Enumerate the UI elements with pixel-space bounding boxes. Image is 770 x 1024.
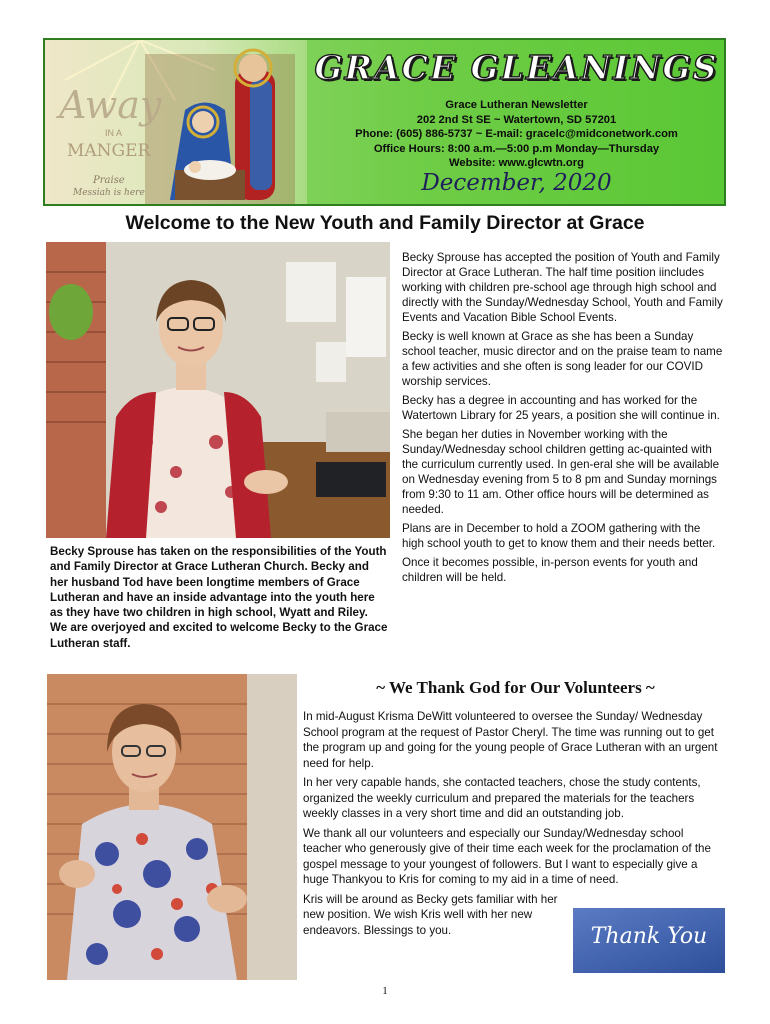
article-paragraph: She began her duties in November working with the Sunday/Wednesday school children getting ac-quainted with the curriculum currently used. In gen-eral she will be available on Wednesday evening from 5 to 8 pm and Sunday mornings from 9:30 to 11 am. Other office hours will be determined as needed. — [402, 428, 720, 516]
article-paragraph: Kris will be around as Becky gets familiar with her new position. We wish Kris well with her new endeavors. Blessings to you. — [303, 892, 558, 937]
thank-you-text: Thank You — [590, 924, 708, 949]
office-hours: Office Hours: 8:00 a.m.—5:00 p.m Monday—Thursday — [373, 142, 660, 155]
art-text-praise: Praise — [93, 175, 125, 186]
art-text-manger: MANGER — [67, 141, 151, 161]
church-website: Website: www.glcwtn.org — [449, 157, 584, 169]
church-contact: Phone: (605) 886-5737 ~ E-mail: gracelc@midconetwork.com — [355, 128, 678, 140]
art-text-messiah: Messiah is here — [73, 188, 145, 198]
article-headline: ~ We Thank God for Our Volunteers ~ — [376, 678, 655, 697]
nativity-artwork — [45, 40, 307, 204]
issue-date: December, 2020 — [421, 170, 612, 196]
article-paragraph: Plans are in December to hold a ZOOM gathering with the high school youth to get to know them and their needs better. — [402, 522, 716, 550]
article-headline: Welcome to the New Youth and Family Director at Grace — [125, 212, 645, 234]
church-address: 202 2nd St SE ~ Watertown, SD 57201 — [416, 113, 617, 126]
article-body — [402, 250, 724, 589]
article-paragraph: Becky is well known at Grace as she has been a Sunday school teacher, music director and on the praise team to name a few activities and she often is song leader for our COVID worship services. — [402, 330, 723, 388]
person-photo-icon — [47, 674, 297, 980]
article-paragraph: We thank all our volunteers and especially our Sunday/Wednesday school teacher who generously give of their time each week for the proclamation of the gospel message to your youngest of followers. But I want to especially give a huge Thankyou to Kris for coming to my aid in a time of need. — [303, 826, 711, 886]
article-paragraph: Becky has a degree in accounting and has worked for the Watertown Library for 25 years, a position she will continue in. — [402, 394, 720, 422]
person-photo-icon — [46, 242, 390, 538]
article-paragraph: Once it becomes possible, in-person events for youth and children will be held. — [402, 556, 698, 584]
page-number: 1 — [382, 985, 388, 997]
newsletter-title: GRACE GLEANINGS — [314, 48, 719, 87]
article-paragraph: In mid-August Krisma DeWitt volunteered to oversee the Sunday/ Wednesday School program at the request of Pastor Cheryl. The time was running out to get the program up and going for the young people of Grace Lutheran with an urgent need for help. — [303, 710, 718, 770]
art-text-in-a: IN A — [105, 128, 123, 138]
thank-you-card — [573, 908, 725, 973]
art-text-away: Away — [59, 83, 162, 127]
newsletter-info — [307, 98, 726, 171]
masthead-banner — [43, 38, 726, 206]
newsletter-subtitle: Grace Lutheran Newsletter — [445, 99, 588, 111]
article-paragraph: In her very capable hands, she contacted teachers, chose the study contents, organized the weekly curriculum and prepared the materials for the teachers weekly classes in a very short time and did an outstanding job. — [303, 776, 701, 820]
photo-caption: Becky Sprouse has taken on the responsibilities of the Youth and Family Director at Grace Lutheran Church. Becky and her husband Tod have been longtime members of Grace Lutheran and have an inside advantage into the youth here as they have two children in high school, Wyatt and Riley. We are overjoyed and excited to welcome Becky to the Grace Lutheran staff. — [50, 545, 388, 650]
article-paragraph: Becky Sprouse has accepted the position of Youth and Family Director at Grace Lutheran. The half time position iincludes working with children pre-school age through high school and directly with the Sunday/Wednesday School, Youth and Family Events and Vacation Bible School Events. — [402, 251, 723, 324]
